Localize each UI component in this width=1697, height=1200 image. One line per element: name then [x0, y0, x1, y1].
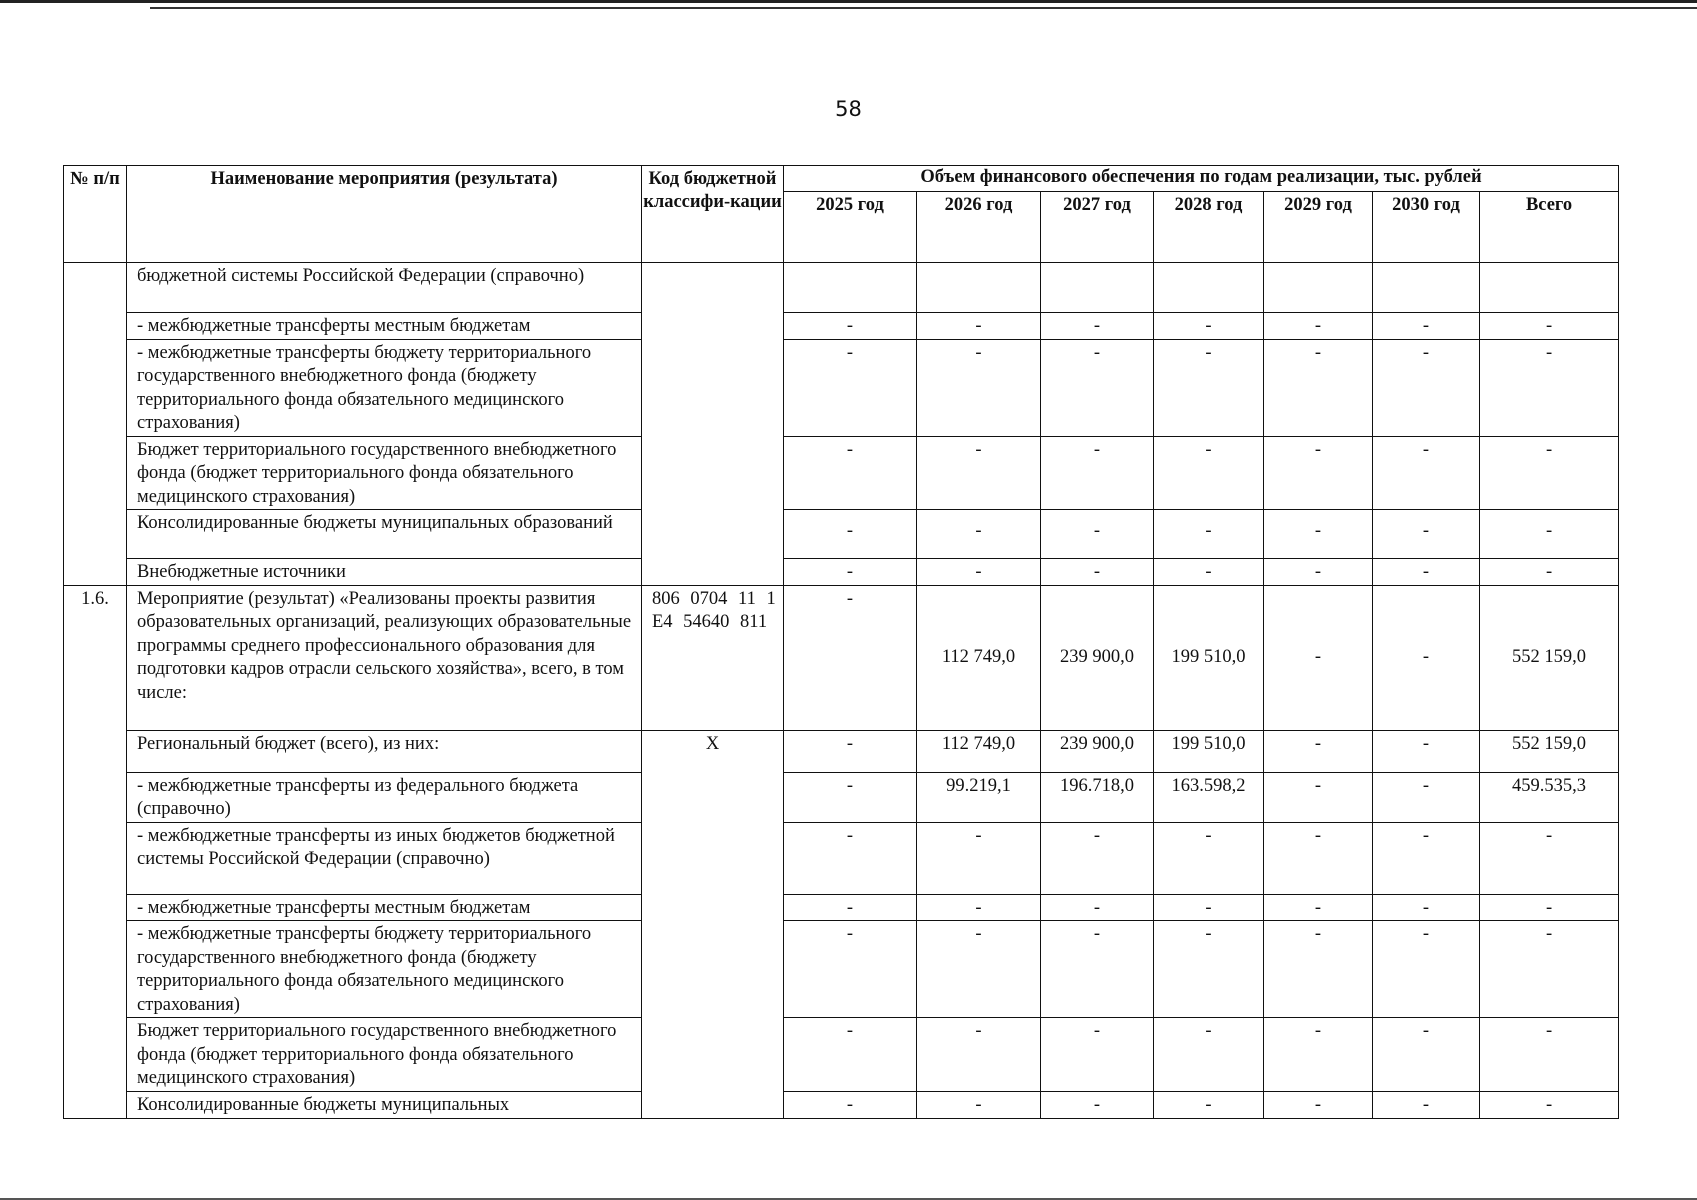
value-2030: -	[1373, 313, 1480, 340]
value-2025: -	[784, 772, 917, 822]
value-total: -	[1480, 339, 1619, 436]
value-2025: -	[784, 510, 917, 559]
value-2028: -	[1154, 559, 1264, 586]
financing-table	[63, 165, 1619, 1119]
value-2026: -	[917, 822, 1041, 894]
value-total: -	[1480, 1018, 1619, 1092]
value-2030: -	[1373, 1018, 1480, 1092]
page-number: 58	[835, 97, 862, 121]
value-2029: -	[1264, 436, 1373, 510]
value-2030: -	[1373, 510, 1480, 559]
value-2026: -	[917, 313, 1041, 340]
table-row	[64, 822, 1619, 894]
value-2030: -	[1373, 772, 1480, 822]
value-2027	[1041, 263, 1154, 313]
value-2026: 112 749,0	[917, 730, 1041, 772]
row-num-cell-empty	[64, 263, 127, 586]
row-name: Внебюджетные источники	[127, 559, 642, 586]
value-2026: -	[917, 559, 1041, 586]
table-row	[64, 772, 1619, 822]
value-2028: -	[1154, 1092, 1264, 1119]
value-2026: 99.219,1	[917, 772, 1041, 822]
header-year-2026: 2026 год	[917, 191, 1041, 262]
value-2028: 163.598,2	[1154, 772, 1264, 822]
table-row-1-6	[64, 585, 1619, 730]
value-2027: -	[1041, 894, 1154, 921]
value-2025: -	[784, 921, 917, 1018]
value-2026: -	[917, 510, 1041, 559]
value-2025: -	[784, 585, 917, 730]
value-2026: -	[917, 1092, 1041, 1119]
value-total: 552 159,0	[1480, 585, 1619, 730]
row-name: - межбюджетные трансферты местным бюджетам	[127, 313, 642, 340]
value-2025: -	[784, 313, 917, 340]
value-2027: -	[1041, 822, 1154, 894]
value-2028: -	[1154, 1018, 1264, 1092]
value-2025: -	[784, 730, 917, 772]
value-2029: -	[1264, 313, 1373, 340]
row-name: - межбюджетные трансферты местным бюджетам	[127, 894, 642, 921]
row-name: - межбюджетные трансферты бюджету территориального государственного внебюджетного фонда (бюджету территориального фонда обязательного медицинского страхования)	[127, 921, 642, 1018]
value-2029	[1264, 263, 1373, 313]
budget-code: 806 0704 11 1 E4 54640 811	[642, 585, 784, 730]
row-name: Региональный бюджет (всего), из них:	[127, 730, 642, 772]
row-name: Консолидированные бюджеты муниципальных образований	[127, 510, 642, 559]
value-2029: -	[1264, 822, 1373, 894]
value-2030: -	[1373, 339, 1480, 436]
value-2028: 199 510,0	[1154, 730, 1264, 772]
value-2030: -	[1373, 894, 1480, 921]
table-row	[64, 1018, 1619, 1092]
value-2025: -	[784, 559, 917, 586]
header-name: Наименование мероприятия (результата)	[127, 166, 642, 263]
row-name: Консолидированные бюджеты муниципальных	[127, 1092, 642, 1119]
header-year-2030: 2030 год	[1373, 191, 1480, 262]
row-number: 1.6.	[64, 585, 127, 1118]
header-volume: Объем финансового обеспечения по годам реализации, тыс. рублей	[784, 166, 1619, 192]
value-2027: -	[1041, 921, 1154, 1018]
row-code-cell-empty	[642, 263, 784, 586]
table-row	[64, 510, 1619, 559]
table-row	[64, 339, 1619, 436]
value-2030: -	[1373, 921, 1480, 1018]
top-border-line	[0, 0, 1697, 3]
value-2025: -	[784, 436, 917, 510]
value-2028: -	[1154, 510, 1264, 559]
value-2029: -	[1264, 585, 1373, 730]
table-row	[64, 313, 1619, 340]
value-2025: -	[784, 1018, 917, 1092]
value-2027: -	[1041, 1092, 1154, 1119]
row-name: бюджетной системы Российской Федерации (справочно)	[127, 263, 642, 313]
value-2026: -	[917, 436, 1041, 510]
table-row	[64, 436, 1619, 510]
value-2027: -	[1041, 436, 1154, 510]
value-2029: -	[1264, 510, 1373, 559]
header-num: № п/п	[64, 166, 127, 263]
value-2029: -	[1264, 921, 1373, 1018]
header-code: Код бюджетной классифи-кации	[642, 166, 784, 263]
value-total: 552 159,0	[1480, 730, 1619, 772]
table-row	[64, 730, 1619, 772]
value-2030: -	[1373, 559, 1480, 586]
value-2027: -	[1041, 510, 1154, 559]
value-2029: -	[1264, 1092, 1373, 1119]
value-2025	[784, 263, 917, 313]
value-2026: -	[917, 921, 1041, 1018]
value-2026: -	[917, 339, 1041, 436]
row-name: - межбюджетные трансферты из иных бюджетов бюджетной системы Российской Федерации (справочно)	[127, 822, 642, 894]
value-2027: 239 900,0	[1041, 585, 1154, 730]
value-2026: -	[917, 894, 1041, 921]
value-2025: -	[784, 822, 917, 894]
value-total: -	[1480, 1092, 1619, 1119]
value-2030: -	[1373, 585, 1480, 730]
table-body	[64, 263, 1619, 1119]
table-row	[64, 559, 1619, 586]
value-2028: 199 510,0	[1154, 585, 1264, 730]
value-2029: -	[1264, 559, 1373, 586]
value-2027: -	[1041, 559, 1154, 586]
value-2025: -	[784, 1092, 917, 1119]
value-total: -	[1480, 510, 1619, 559]
header-year-2029: 2029 год	[1264, 191, 1373, 262]
table-row	[64, 894, 1619, 921]
value-total: -	[1480, 559, 1619, 586]
value-2027: 239 900,0	[1041, 730, 1154, 772]
value-2029: -	[1264, 772, 1373, 822]
row-name: Бюджет территориального государственного внебюджетного фонда (бюджет территориального фонда обязательного медицинского страхования)	[127, 436, 642, 510]
value-2028	[1154, 263, 1264, 313]
header-year-2025: 2025 год	[784, 191, 917, 262]
value-2025: -	[784, 894, 917, 921]
value-2026	[917, 263, 1041, 313]
value-2028: -	[1154, 921, 1264, 1018]
value-2028: -	[1154, 436, 1264, 510]
value-total: -	[1480, 894, 1619, 921]
value-2028: -	[1154, 313, 1264, 340]
value-2028: -	[1154, 822, 1264, 894]
top-border-line-secondary	[150, 7, 1697, 9]
value-2029: -	[1264, 339, 1373, 436]
value-2030: -	[1373, 730, 1480, 772]
header-total: Всего	[1480, 191, 1619, 262]
table-row	[64, 921, 1619, 1018]
value-total: -	[1480, 313, 1619, 340]
value-2027: -	[1041, 1018, 1154, 1092]
value-2025: -	[784, 339, 917, 436]
financing-table-container	[63, 165, 1614, 1119]
value-2029: -	[1264, 1018, 1373, 1092]
table-header	[64, 166, 1619, 263]
row-name: - межбюджетные трансферты из федерального бюджета (справочно)	[127, 772, 642, 822]
value-2030: -	[1373, 1092, 1480, 1119]
value-2030: -	[1373, 822, 1480, 894]
value-2030: -	[1373, 436, 1480, 510]
value-2029: -	[1264, 730, 1373, 772]
value-total: 459.535,3	[1480, 772, 1619, 822]
value-2030	[1373, 263, 1480, 313]
row-name: Бюджет территориального государственного внебюджетного фонда (бюджет территориального фонда обязательного медицинского страхования)	[127, 1018, 642, 1092]
table-row	[64, 263, 1619, 313]
value-total: -	[1480, 822, 1619, 894]
value-2027: -	[1041, 313, 1154, 340]
budget-code-x: X	[642, 730, 784, 1118]
value-2028: -	[1154, 894, 1264, 921]
value-total	[1480, 263, 1619, 313]
table-row	[64, 1092, 1619, 1119]
value-total: -	[1480, 921, 1619, 1018]
value-2027: 196.718,0	[1041, 772, 1154, 822]
header-year-2028: 2028 год	[1154, 191, 1264, 262]
row-name: - межбюджетные трансферты бюджету территориального государственного внебюджетного фонда (бюджету территориального фонда обязательного медицинского страхования)	[127, 339, 642, 436]
value-2027: -	[1041, 339, 1154, 436]
value-2028: -	[1154, 339, 1264, 436]
value-2026: -	[917, 1018, 1041, 1092]
header-year-2027: 2027 год	[1041, 191, 1154, 262]
row-name: Мероприятие (результат) «Реализованы проекты развития образовательных организаций, реализующих образовательные программы среднего профессионального образования для подготовки кадров отрасли сельского хозяйства», всего, в том числе:	[127, 585, 642, 730]
value-2029: -	[1264, 894, 1373, 921]
value-2026: 112 749,0	[917, 585, 1041, 730]
value-total: -	[1480, 436, 1619, 510]
